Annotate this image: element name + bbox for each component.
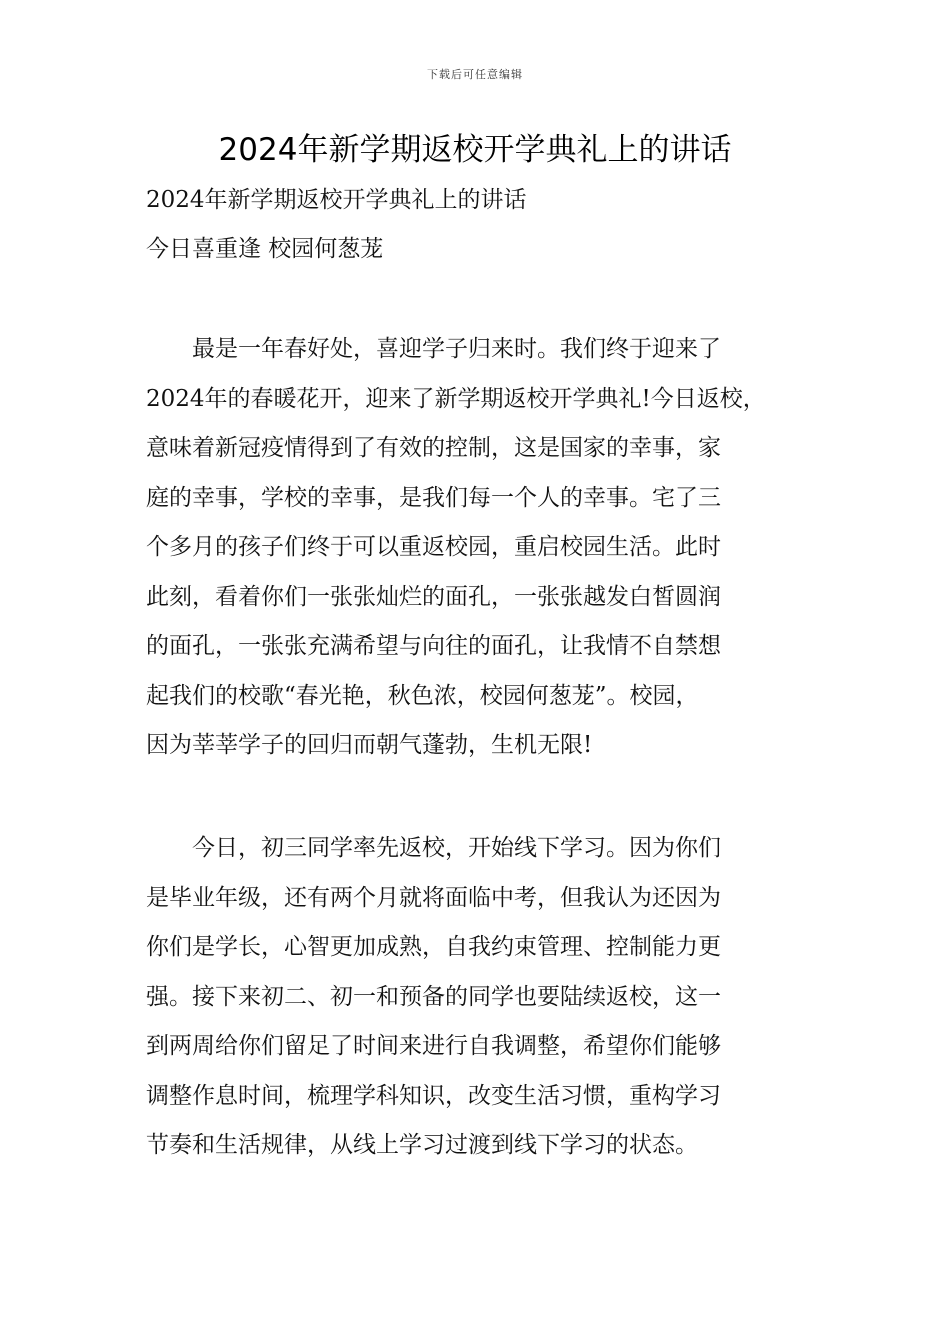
text-line: 起我们的校歌“春光艳，秋色浓，校园何葱茏”。校园， [146,682,699,709]
text-line: 是毕业年级，还有两个月就将面临中考，但我认为还因为 [146,884,721,911]
subtitle-line: 今日喜重逢 校园何葱茏 [146,236,384,262]
text-line: 庭的幸事，学校的幸事，是我们每一个人的幸事。宅了三 [146,484,721,511]
text-line: 调整作息时间，梳理学科知识，改变生活习惯，重构学习 [146,1082,721,1109]
text-line: 2024年的春暖花开，迎来了新学期返校开学典礼!今日返校， [146,385,766,412]
text-line: 此刻，看着你们一张张灿烂的面孔，一张张越发白皙圆润 [146,583,721,610]
text-line: 到两周给你们留足了时间来进行自我调整，希望你们能够 [146,1033,721,1059]
text-line: 最是一年春好处，喜迎学子归来时。我们终于迎来了 [146,336,721,362]
paragraph-2 [146,824,826,1171]
paragraph-1 [146,325,826,771]
text-line: 强。接下来初二、初一和预备的同学也要陆续返校，这一 [146,983,721,1010]
header-note: 下载后可任意编辑 [427,68,523,81]
text-line: 的面孔，一张张充满希望与向往的面孔，让我情不自禁想 [146,633,721,659]
text-line: 个多月的孩子们终于可以重返校园，重启校园生活。此时 [146,534,721,560]
text-line: 你们是学长，心智更加成熟，自我约束管理、控制能力更 [146,934,721,960]
subtitle-line: 2024年新学期返校开学典礼上的讲话 [146,187,527,213]
document-title: 2024年新学期返校开学典礼上的讲话 [218,132,732,168]
text-line: 今日，初三同学率先返校，开始线下学习。因为你们 [146,835,721,861]
text-line: 意味着新冠疫情得到了有效的控制，这是国家的幸事，家 [146,435,721,461]
text-line: 节奏和生活规律，从线上学习过渡到线下学习的状态。 [146,1132,698,1158]
text-line: 因为莘莘学子的回归而朝气蓬勃，生机无限! [146,732,593,758]
